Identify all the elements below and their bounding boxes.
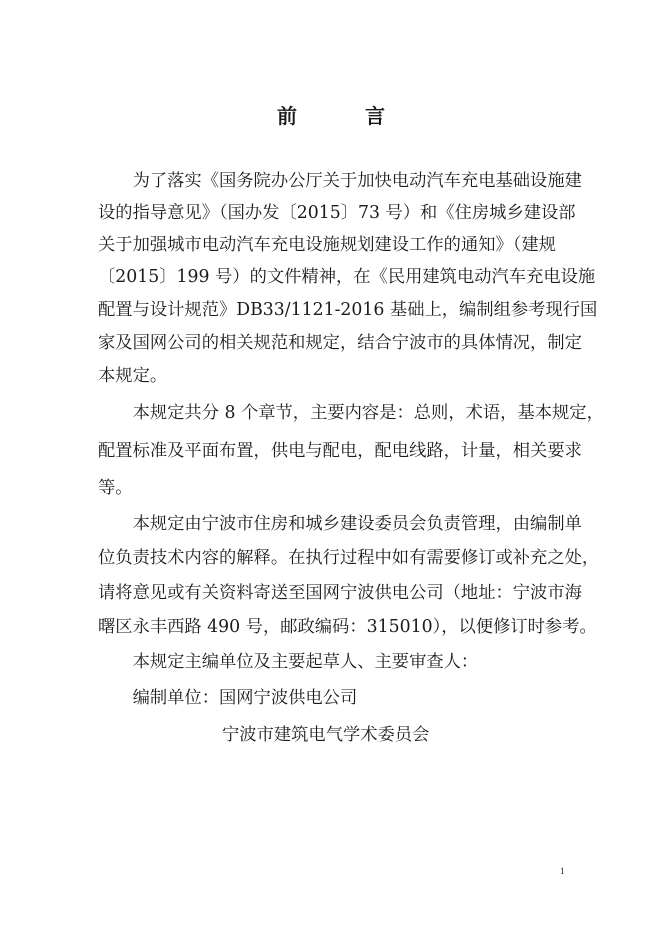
paragraph-3-line-3: 请将意见或有关资料寄送至国网宁波供电公司（地址：宁波市海 (98, 583, 582, 603)
paragraph-2-line-3: 等。 (98, 478, 133, 498)
editor-unit-1: 国网宁波供电公司 (218, 688, 358, 708)
editor-label: 编制单位： (98, 688, 219, 708)
paragraph-4-line-1: 本规定主编单位及主要起草人、主要审查人： (98, 652, 479, 672)
paragraph-2-line-1: 本规定共分 8 个章节，主要内容是：总则，术语，基本规定， (98, 403, 604, 423)
paragraph-3-line-4: 曙区永丰西路 490 号，邮政编码：315010），以便修订时参考。 (98, 617, 597, 637)
paragraph-2-line-2: 配置标准及平面布置，供电与配电，配电线路，计量，相关要求 (98, 441, 582, 461)
paragraph-1-line-6: 家及国网公司的相关规范和规定，结合宁波市的具体情况，制定 (98, 333, 582, 353)
paragraph-1-line-2: 设的指导意见》（国办发〔2015〕73 号）和《住房城乡建设部 (98, 203, 576, 223)
paragraph-1-line-7: 本规定。 (98, 366, 168, 386)
page-title: 前 言 (277, 104, 409, 128)
paragraph-3-line-2: 位负责技术内容的解释。在执行过程中如有需要修订或补充之处， (98, 548, 600, 568)
paragraph-3-line-1: 本规定由宁波市住房和城乡建设委员会负责管理，由编制单 (98, 514, 582, 534)
editor-unit-2: 宁波市建筑电气学术委员会 (222, 725, 430, 745)
paragraph-1-line-3: 关于加强城市电动汽车充电设施规划建设工作的通知》（建规 (98, 235, 556, 255)
paragraph-1-line-1: 为了落实《国务院办公厅关于加快电动汽车充电基础设施建 (98, 171, 582, 191)
page-number: 1 (560, 866, 565, 876)
editor-unit-row (98, 688, 357, 708)
paragraph-1-line-4: 〔2015〕199 号）的文件精神，在《民用建筑电动汽车充电设施 (98, 267, 596, 287)
paragraph-1-line-5: 配置与设计规范》DB33/1121-2016 基础上，编制组参考现行国 (98, 300, 598, 320)
